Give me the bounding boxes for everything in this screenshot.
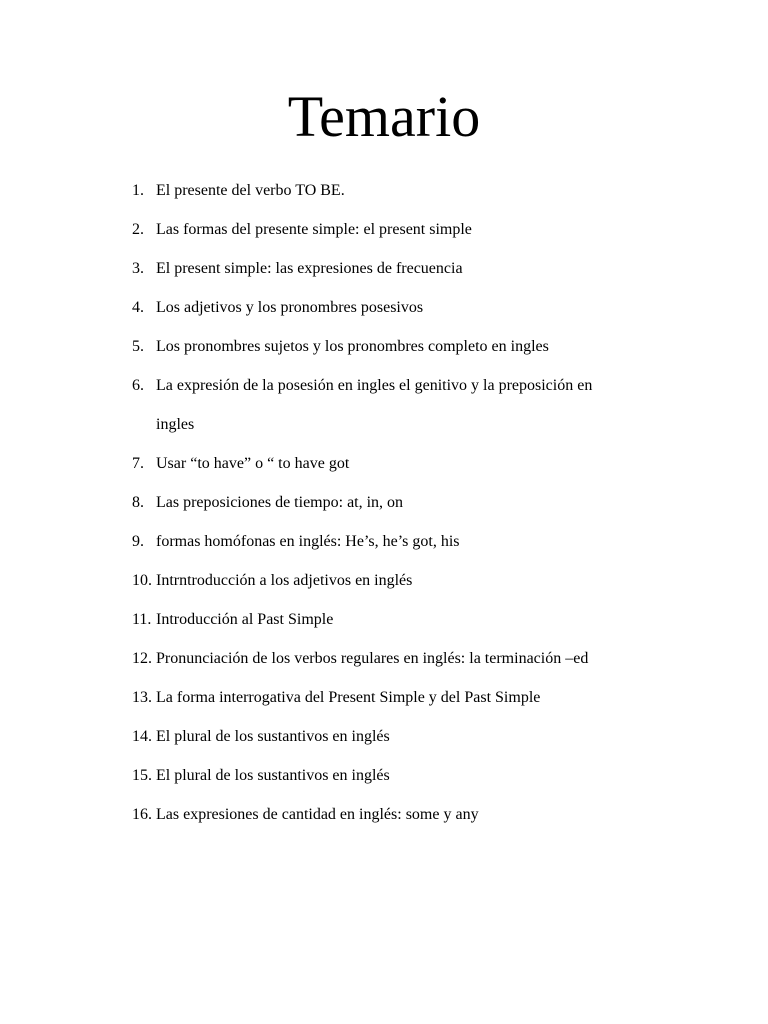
topic-text: El presente del verbo TO BE. xyxy=(156,182,345,199)
topic-number: 4. xyxy=(132,299,144,316)
topic-text: El plural de los sustantivos en inglés xyxy=(156,728,390,745)
topic-text: formas homófonas en inglés: He’s, he’s got, his xyxy=(156,533,460,550)
topic-text: Los pronombres sujetos y los pronombres completo en ingles xyxy=(156,338,549,355)
topic-item xyxy=(132,171,692,210)
topic-number: 10. xyxy=(132,572,152,589)
topic-number: 3. xyxy=(132,260,144,277)
topic-item xyxy=(132,327,692,366)
topic-number: 2. xyxy=(132,221,144,238)
topic-text: Las formas del presente simple: el present simple xyxy=(156,221,472,238)
topic-text: Los adjetivos y los pronombres posesivos xyxy=(156,299,424,316)
topic-number: 12. xyxy=(132,650,152,667)
topic-text: Usar “to have” o “ to have got xyxy=(156,455,350,472)
topic-number: 7. xyxy=(132,455,144,472)
topic-text: Las expresiones de cantidad en inglés: some y any xyxy=(156,806,479,823)
topic-list xyxy=(132,171,692,834)
topic-number: 1. xyxy=(132,182,144,199)
topic-item xyxy=(132,249,692,288)
topic-number: 15. xyxy=(132,767,152,784)
topic-item xyxy=(132,717,692,756)
topic-number: 8. xyxy=(132,494,144,511)
topic-item xyxy=(132,288,692,327)
topic-item xyxy=(132,756,692,795)
topic-number: 13. xyxy=(132,689,152,706)
topic-item xyxy=(132,600,692,639)
topic-text: La forma interrogativa del Present Simple y del Past Simple xyxy=(156,689,541,706)
topic-item xyxy=(132,366,692,444)
topic-text: Las preposiciones de tiempo: at, in, on xyxy=(156,494,404,511)
topic-text: El present simple: las expresiones de frecuencia xyxy=(156,260,463,277)
topic-item xyxy=(132,210,692,249)
topic-number: 14. xyxy=(132,728,152,745)
topic-text xyxy=(156,366,692,444)
topic-number: 11. xyxy=(132,611,152,628)
topic-item xyxy=(132,483,692,522)
topic-number: 6. xyxy=(132,377,144,394)
topic-item xyxy=(132,561,692,600)
document-title: Temario xyxy=(287,84,481,149)
topic-text: El plural de los sustantivos en inglés xyxy=(156,767,390,784)
topic-text: Pronunciación de los verbos regulares en inglés: la terminación –ed xyxy=(156,650,589,667)
topic-item xyxy=(132,444,692,483)
topic-number: 16. xyxy=(132,806,152,823)
topic-number: 9. xyxy=(132,533,144,550)
topic-text: Introducción al Past Simple xyxy=(156,611,334,628)
topic-text-line: La expresión de la posesión en ingles el genitivo y la preposición en xyxy=(156,377,593,394)
topic-item xyxy=(132,522,692,561)
topic-number: 5. xyxy=(132,338,144,355)
topic-item xyxy=(132,639,692,678)
topic-item xyxy=(132,678,692,717)
topic-text-line: ingles xyxy=(156,416,195,433)
topic-item xyxy=(132,795,692,834)
topic-text: Intrntroducción a los adjetivos en inglés xyxy=(156,572,413,589)
